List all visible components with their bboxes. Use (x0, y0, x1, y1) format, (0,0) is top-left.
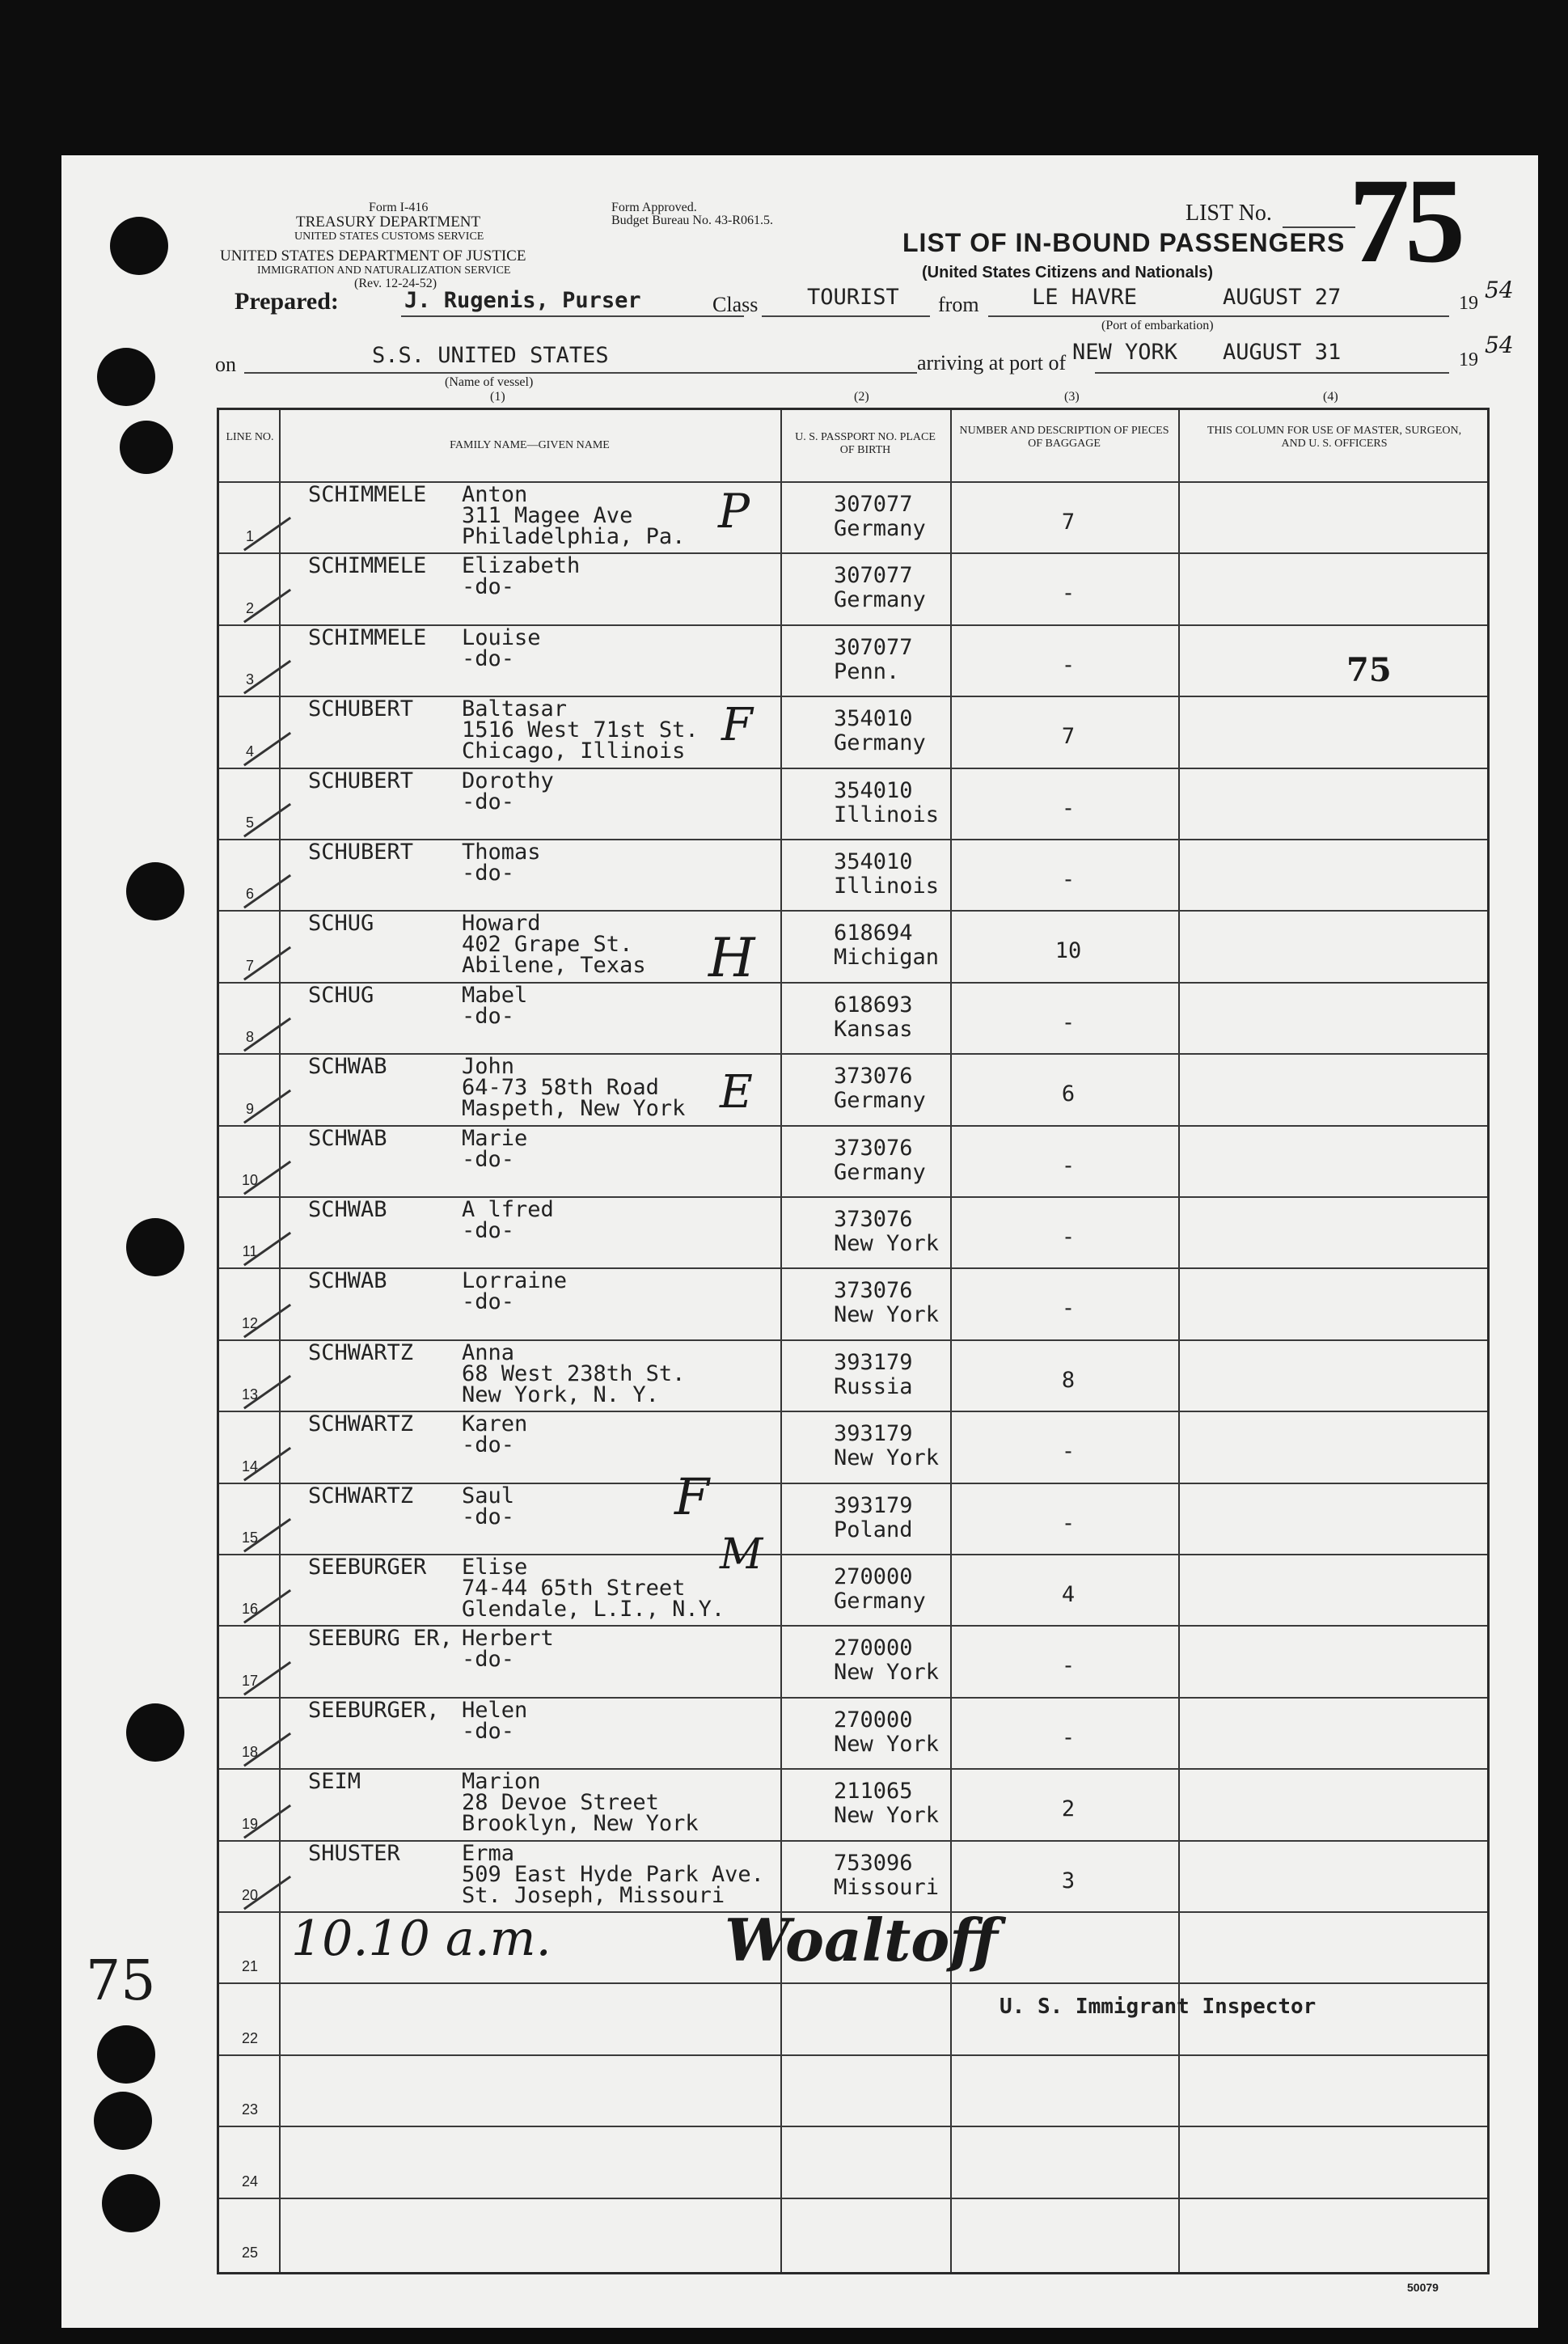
depart-date: AUGUST 27 (1223, 285, 1342, 310)
address-line-1: -do- (462, 1647, 515, 1673)
baggage-count: - (1061, 867, 1076, 892)
table-row (219, 2198, 1487, 2269)
baggage-count: - (1061, 652, 1076, 678)
table-row (219, 1196, 1487, 1267)
line-number: 16 (241, 1601, 259, 1618)
address-line-1: -do- (462, 574, 515, 600)
place-of-birth: New York (834, 1803, 940, 1829)
table-row (219, 1125, 1487, 1196)
list-subtitle: (United States Citizens and Nationals) (922, 264, 1214, 281)
place-of-birth: Illinois (834, 802, 940, 827)
line-number: 17 (241, 1672, 259, 1689)
passport-number: 373076 (834, 1278, 913, 1304)
table-row (219, 1267, 1487, 1339)
punch-hole (126, 862, 184, 920)
vessel-line (244, 372, 917, 374)
place-of-birth: Germany (834, 1589, 926, 1614)
line-number: 19 (241, 1815, 259, 1832)
signature-time: 10.10 a.m. (291, 1910, 552, 1967)
line-number: 23 (241, 2101, 259, 2118)
year-prefix-1: 19 (1459, 293, 1478, 314)
manifest-page (61, 155, 1538, 2328)
punch-hole (97, 348, 155, 406)
table-row (219, 552, 1487, 624)
address-line-1: 28 Devoe Street (462, 1790, 659, 1816)
inspector-signature: Woaltoff (725, 1906, 998, 1974)
budget-bureau: Budget Bureau No. 43-R061.5. (611, 214, 773, 227)
line-number: 14 (241, 1458, 259, 1475)
table-row (219, 1625, 1487, 1696)
line-number: 15 (241, 1529, 259, 1546)
passport-number: 373076 (834, 1064, 913, 1089)
address-line-1: 74-44 65th Street (462, 1576, 686, 1601)
line-number: 6 (245, 886, 254, 903)
ins-service: IMMIGRATION AND NATURALIZATION SERVICE (257, 264, 511, 277)
table-row (219, 624, 1487, 696)
col-header-passport: U. S. PASSPORT NO. PLACE OF BIRTH (795, 431, 936, 456)
given-name: A lfred (462, 1197, 554, 1222)
officer-note: 75 (1346, 651, 1392, 689)
address-line-1: -do- (462, 1218, 515, 1243)
line-number: 22 (241, 2029, 259, 2046)
passport-number: 393179 (834, 1492, 913, 1518)
table-row (219, 1697, 1487, 1768)
passport-number: 373076 (834, 1207, 913, 1232)
table-row (219, 1483, 1487, 1554)
address-line-2: St. Joseph, Missouri (462, 1882, 725, 1908)
punch-hole (126, 1218, 184, 1276)
from-line (988, 315, 1449, 317)
family-name: SCHUBERT (308, 696, 414, 722)
family-name: SCHWAB (308, 1125, 387, 1151)
baggage-count: - (1061, 1009, 1076, 1035)
given-name: John (462, 1054, 515, 1080)
baggage-count: - (1061, 1653, 1076, 1679)
family-name: SCHWARTZ (308, 1483, 414, 1508)
baggage-count: 4 (1061, 1582, 1076, 1607)
place-of-birth: Russia (834, 1373, 913, 1399)
col-header-name: FAMILY NAME—GIVEN NAME (450, 439, 610, 451)
family-name: SCHIMMELE (308, 553, 427, 579)
footer-code: 50079 (1407, 2281, 1439, 2294)
family-name: SCHUBERT (308, 768, 414, 793)
table-row (219, 481, 1487, 552)
place-of-birth: Germany (834, 1159, 926, 1185)
baggage-count: - (1061, 1225, 1076, 1250)
place-of-birth: Missouri (834, 1874, 940, 1900)
family-name: SEEBURGER, (308, 1697, 440, 1723)
baggage-count: - (1061, 795, 1076, 821)
table-row (219, 1554, 1487, 1625)
punch-hole (102, 2174, 160, 2232)
arriving-label: arriving at port of (917, 351, 1067, 374)
passport-number: 753096 (834, 1850, 913, 1876)
embark-port: LE HAVRE (1032, 285, 1138, 310)
line-number: 4 (245, 743, 254, 759)
given-name: Erma (462, 1840, 515, 1866)
passport-number: 270000 (834, 1635, 913, 1661)
place-of-birth: Penn. (834, 658, 900, 684)
passport-number: 270000 (834, 1564, 913, 1589)
class-label: Class (712, 293, 759, 316)
baggage-count: 8 (1061, 1367, 1076, 1393)
form-approved: Form Approved. (611, 201, 697, 214)
passport-number: 270000 (834, 1707, 913, 1733)
margin-number: 75 (86, 1949, 156, 2013)
baggage-count: - (1061, 1724, 1076, 1750)
address-line-2: Brooklyn, New York (462, 1811, 699, 1837)
line-number: 20 (241, 1886, 259, 1903)
list-no-label: LIST No. (1186, 201, 1272, 226)
baggage-count: 10 (1054, 938, 1082, 964)
passport-number: 211065 (834, 1779, 913, 1805)
given-name: Marie (462, 1125, 528, 1151)
line-number: 5 (245, 814, 254, 831)
family-name: SCHWARTZ (308, 1339, 414, 1365)
address-line-1: -do- (462, 861, 515, 886)
address-line-2: Glendale, L.I., N.Y. (462, 1597, 725, 1622)
passport-number: 354010 (834, 706, 913, 732)
family-name: SEEBURGER (308, 1555, 427, 1580)
punch-hole (126, 1703, 184, 1762)
list-number: 75 (1349, 154, 1460, 288)
baggage-count: - (1061, 1439, 1076, 1465)
address-line-1: -do- (462, 1432, 515, 1458)
address-line-2: Chicago, Illinois (462, 738, 686, 764)
col-header-line: LINE NO. (226, 431, 274, 443)
address-line-1: -do- (462, 1718, 515, 1744)
passport-number: 354010 (834, 849, 913, 874)
address-line-1: 402 Grape St. (462, 932, 633, 958)
prepared-by: J. Rugenis, Purser (404, 288, 641, 313)
line-number: 1 (245, 528, 254, 545)
list-title: LIST OF IN-BOUND PASSENGERS (902, 228, 1346, 257)
family-name: SEEBURG ER, (308, 1626, 453, 1652)
passport-number: 393179 (834, 1349, 913, 1375)
inspector-label: U. S. Immigrant Inspector (1000, 1995, 1317, 2019)
given-name: Thomas (462, 840, 541, 865)
given-name: Herbert (462, 1626, 554, 1652)
arrival-port: NEW YORK (1072, 340, 1178, 365)
col-header-baggage: NUMBER AND DESCRIPTION OF PIECES OF BAGGAGE (959, 425, 1169, 450)
line-number: 3 (245, 671, 254, 688)
family-name: SCHWARTZ (308, 1411, 414, 1437)
hand-mark-2: F (721, 699, 753, 751)
table-row (219, 1840, 1487, 1911)
family-name: SCHUG (308, 982, 374, 1008)
from-label: from (938, 293, 979, 316)
baggage-count: - (1061, 581, 1076, 607)
place-of-birth: Illinois (834, 874, 940, 899)
family-name: SCHIMMELE (308, 624, 427, 650)
table-row (219, 1411, 1487, 1482)
family-name: SCHWAB (308, 1268, 387, 1294)
year-1: 54 (1485, 277, 1514, 303)
given-name: Marion (462, 1769, 541, 1795)
table-row (219, 1053, 1487, 1124)
place-of-birth: Poland (834, 1517, 913, 1542)
treasury-dept: TREASURY DEPARTMENT (296, 214, 481, 231)
baggage-count: - (1061, 1153, 1076, 1178)
given-name: Lorraine (462, 1268, 568, 1294)
baggage-count: 7 (1061, 510, 1076, 535)
punch-hole (110, 217, 168, 275)
hand-mark-3: H (708, 927, 755, 989)
address-line-2: Abilene, Texas (462, 953, 646, 979)
place-of-birth: Kansas (834, 1016, 913, 1042)
given-name: Elise (462, 1555, 528, 1580)
address-line-1: -do- (462, 1504, 515, 1530)
line-number: 21 (241, 1958, 259, 1975)
class-line (762, 315, 930, 317)
col-number-3: (3) (1064, 390, 1080, 404)
address-line-2: Philadelphia, Pa. (462, 524, 686, 549)
given-name: Mabel (462, 982, 528, 1008)
baggage-count: - (1061, 1296, 1076, 1322)
punch-hole (94, 2092, 152, 2150)
col-number-1: (1) (490, 390, 505, 404)
line-number: 9 (245, 1100, 254, 1117)
customs-service: UNITED STATES CUSTOMS SERVICE (294, 231, 484, 243)
line-number: 11 (242, 1243, 258, 1260)
line-number: 7 (245, 957, 254, 974)
place-of-birth: Germany (834, 730, 926, 756)
punch-hole (120, 421, 173, 474)
family-name: SCHUG (308, 911, 374, 937)
place-of-birth: Germany (834, 516, 926, 541)
passport-number: 618694 (834, 920, 913, 946)
family-name: SCHIMMELE (308, 482, 427, 507)
table-row (219, 2126, 1487, 2197)
line-number: 13 (241, 1386, 259, 1403)
baggage-count: 2 (1061, 1796, 1076, 1822)
given-name: Baltasar (462, 696, 568, 722)
port-embark-note: (Port of embarkation) (1101, 319, 1214, 332)
passport-number: 393179 (834, 1421, 913, 1447)
given-name: Karen (462, 1411, 528, 1437)
place-of-birth: Germany (834, 1088, 926, 1114)
vessel-name: S.S. UNITED STATES (372, 343, 609, 368)
table-row (219, 696, 1487, 767)
place-of-birth: New York (834, 1660, 940, 1686)
address-line-1: 68 West 238th St. (462, 1360, 686, 1386)
vessel-note: (Name of vessel) (445, 375, 534, 389)
baggage-count: 3 (1061, 1868, 1076, 1893)
table-row (219, 910, 1487, 981)
address-line-1: -do- (462, 1003, 515, 1029)
col-number-4: (4) (1323, 390, 1338, 404)
address-line-1: -do- (462, 1289, 515, 1315)
table-row (219, 982, 1487, 1053)
col-header-officers: THIS COLUMN FOR USE OF MASTER, SURGEON, AND U. S. OFFICERS (1207, 425, 1462, 450)
address-line-1: -do- (462, 645, 515, 671)
family-name: SCHWAB (308, 1197, 387, 1222)
baggage-count: 7 (1061, 724, 1076, 750)
passport-number: 307077 (834, 563, 913, 589)
given-name: Louise (462, 624, 541, 650)
family-name: SHUSTER (308, 1840, 400, 1866)
year-prefix-2: 19 (1459, 349, 1478, 370)
place-of-birth: Michigan (834, 945, 940, 971)
line-number: 10 (241, 1171, 259, 1188)
punch-hole (97, 2025, 155, 2084)
baggage-count: 6 (1061, 1081, 1076, 1107)
passport-number: 307077 (834, 492, 913, 517)
on-label: on (215, 353, 236, 376)
revision-date: (Rev. 12-24-52) (354, 277, 437, 290)
family-name: SEIM (308, 1769, 361, 1795)
prepared-line (401, 315, 744, 317)
address-line-1: 311 Magee Ave (462, 503, 633, 528)
line-number: 24 (241, 2173, 259, 2190)
address-line-1: 64-73 58th Road (462, 1075, 659, 1101)
given-name: Anna (462, 1339, 515, 1365)
given-name: Helen (462, 1697, 528, 1723)
passport-number: 354010 (834, 777, 913, 803)
passport-number: 618693 (834, 992, 913, 1018)
passport-number: 373076 (834, 1135, 913, 1161)
given-name: Anton (462, 482, 528, 507)
given-name: Saul (462, 1483, 515, 1508)
line-number: 2 (245, 599, 254, 616)
form-number: Form I-416 (369, 201, 429, 214)
address-line-1: -do- (462, 789, 515, 814)
table-row (219, 839, 1487, 910)
line-number: 8 (245, 1029, 254, 1046)
class-value: TOURIST (807, 285, 899, 310)
year-2: 54 (1485, 332, 1514, 358)
prepared-label: Prepared: (235, 288, 339, 315)
address-line-2: New York, N. Y. (462, 1381, 659, 1407)
passport-number: 307077 (834, 634, 913, 660)
hand-mark-1: P (718, 484, 750, 539)
arrival-date: AUGUST 31 (1223, 340, 1342, 365)
given-name: Dorothy (462, 768, 554, 793)
line-number: 12 (241, 1314, 259, 1331)
address-line-2: Maspeth, New York (462, 1096, 686, 1122)
table-row (219, 2054, 1487, 2126)
address-line-1: 1516 West 71st St. (462, 717, 699, 743)
line-number: 25 (241, 2244, 259, 2261)
family-name: SCHWAB (308, 1054, 387, 1080)
baggage-count: - (1061, 1510, 1076, 1536)
family-name: SCHUBERT (308, 840, 414, 865)
address-line-1: -do- (462, 1146, 515, 1172)
line-number: 18 (241, 1744, 259, 1761)
table-row (219, 1339, 1487, 1411)
place-of-birth: Germany (834, 587, 926, 613)
place-of-birth: New York (834, 1445, 940, 1471)
col-number-2: (2) (854, 390, 869, 404)
hand-mark-5: F (674, 1467, 710, 1526)
hand-mark-4: E (720, 1066, 753, 1119)
justice-dept: UNITED STATES DEPARTMENT OF JUSTICE (220, 248, 526, 264)
table-row (219, 768, 1487, 839)
given-name: Elizabeth (462, 553, 581, 579)
address-line-1: 509 East Hyde Park Ave. (462, 1861, 764, 1887)
place-of-birth: New York (834, 1231, 940, 1256)
hand-mark-6: M (720, 1530, 763, 1579)
place-of-birth: New York (834, 1302, 940, 1328)
table-row (219, 1768, 1487, 1839)
given-name: Howard (462, 911, 541, 937)
arrival-line (1095, 372, 1449, 374)
place-of-birth: New York (834, 1731, 940, 1757)
